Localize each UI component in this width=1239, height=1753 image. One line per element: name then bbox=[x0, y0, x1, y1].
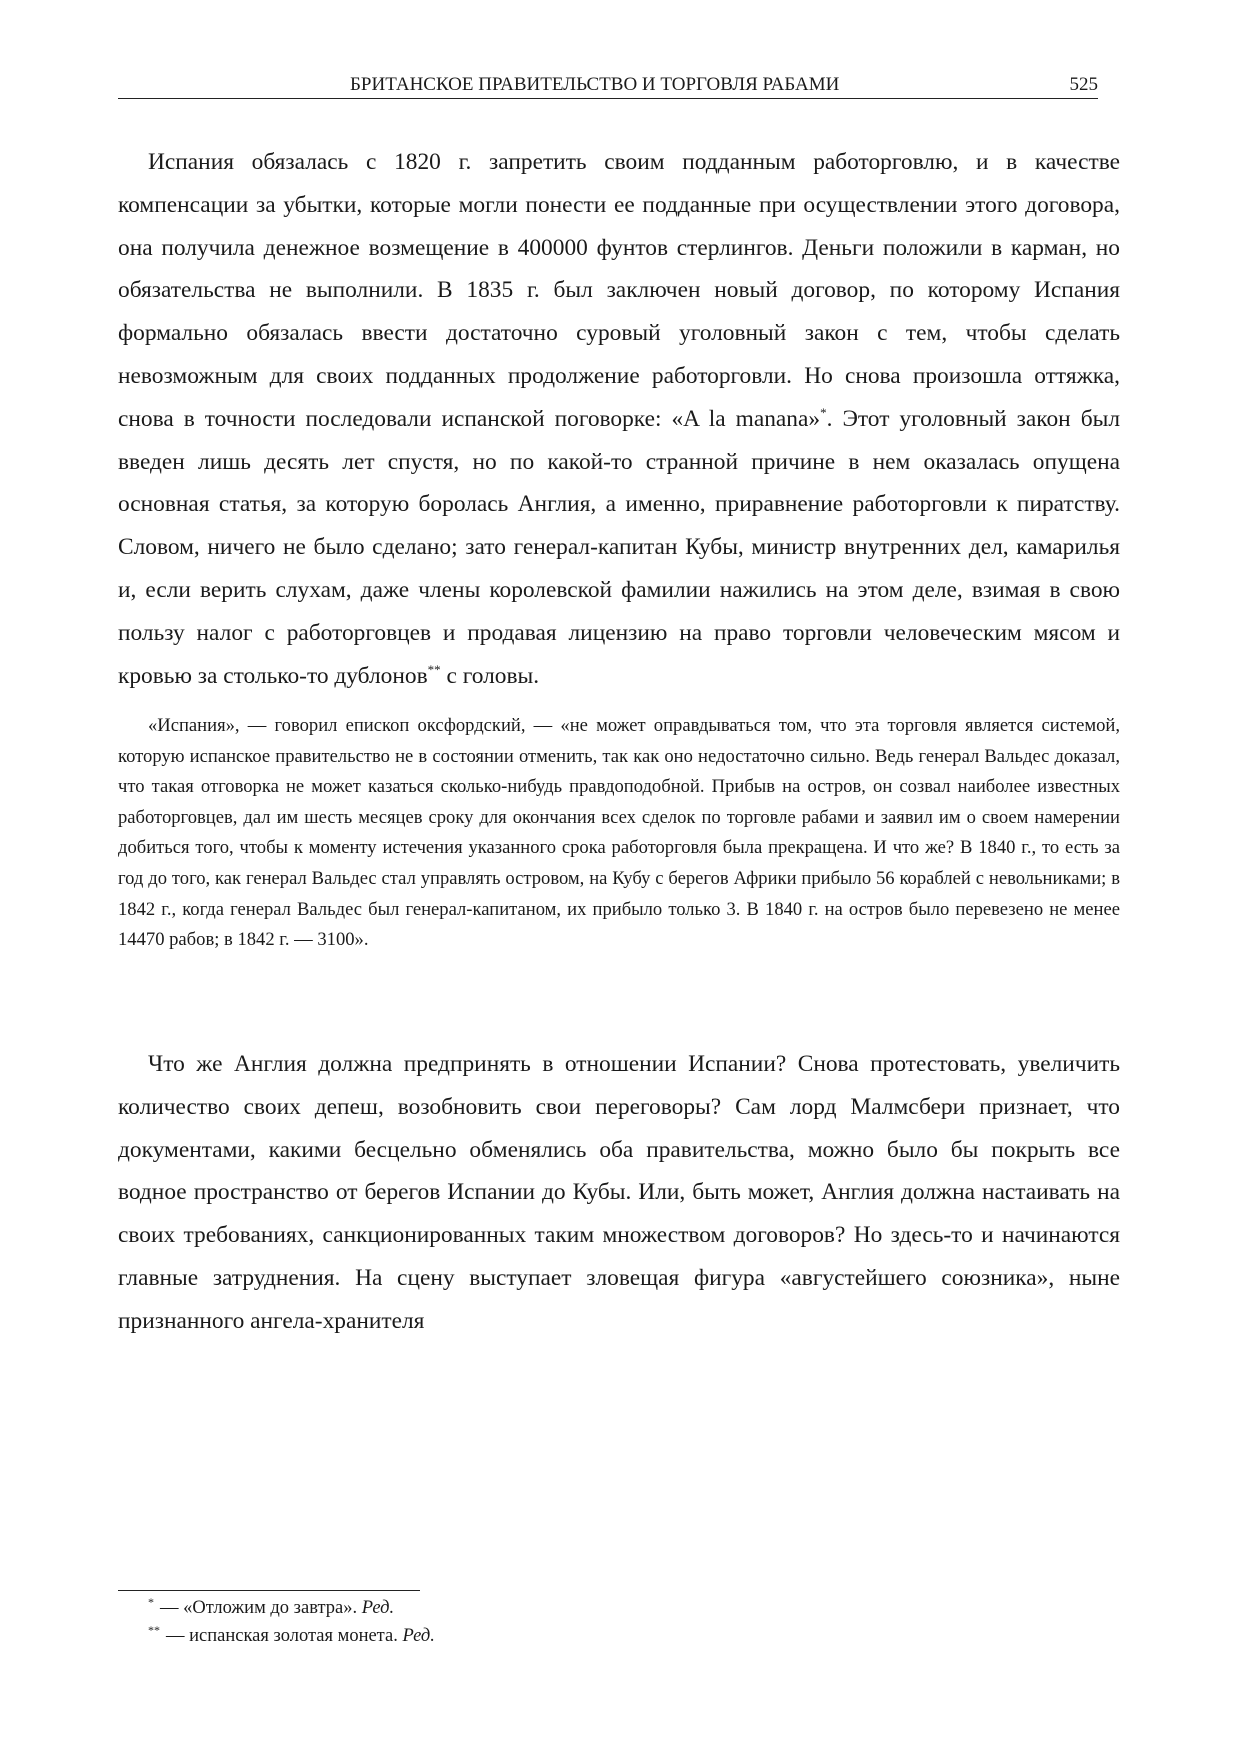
paragraph-1 bbox=[118, 141, 1120, 697]
body-text-top bbox=[118, 141, 1120, 697]
footnote-ref-2[interactable]: ** bbox=[427, 661, 441, 677]
footnote-2-mark: ** bbox=[148, 1622, 160, 1637]
paragraph-1-text-c: с головы. bbox=[440, 662, 540, 689]
page-number: 525 bbox=[1069, 74, 1098, 95]
footnote-1-editor-note: Ред. bbox=[361, 1598, 395, 1618]
footnote-1-text: — «Отложим до завтра». bbox=[160, 1598, 362, 1618]
footnote-2-text: — испанская золотая монета. bbox=[166, 1626, 403, 1646]
quote-text: «Испания», — говорил епископ оксфордский, — «не может оправдываться том, что эта торговля является системой, которую испанское правительство не в состоянии отменить, так как оно недостаточно сильно. Ведь генерал Вальдес доказал, что такая отговорка не может казаться сколько-нибудь правдоподобной. Прибыв на остров, он созвал наиболее известных работорговцев, дал им шесть месяцев сроку для окончания всех сделок по торговле рабами и заявил им о своем намерении добиться того, чтобы к моменту истечения указанного срока работорговля была прекращена. И что же? В 1840 г., то есть за год до того, как генерал Вальдес стал управлять островом, на Кубу с берегов Африки прибыло 56 кораблей с невольниками; в 1842 г., когда генерал Вальдес был генерал-капитаном, их прибыло только 3. В 1840 г. на остров было перевезено не менее 14470 рабов; в 1842 г. — 3100». bbox=[118, 715, 1120, 951]
footnotes bbox=[148, 1594, 848, 1650]
paragraph-2: Что же Англия должна предпринять в отношении Испании? Снова протестовать, увеличить количество своих депеш, возобновить свои переговоры? Сам лорд Малмсбери признает, что документами, какими бесцельно обменялись оба правительства, можно было бы покрыть все водное пространство от берегов Испании до Кубы. Или, быть может, Англия должна настаивать на своих требованиях, санкционированных таким множеством договоров? Но здесь-то и начинаются главные затруднения. На сцену выступает зловещая фигура «августейшего союзника», ныне признанного ангела-хранителя bbox=[118, 1051, 1120, 1334]
footnote-ref-1[interactable]: * bbox=[820, 404, 827, 420]
footnote-1-mark: * bbox=[148, 1594, 154, 1609]
footnote-2-editor-note: Ред. bbox=[402, 1626, 435, 1646]
paragraph-1-text-a: Испания обязалась с 1820 г. запретить своим подданным работорговлю, и в качестве компенсации за убытки, которые могли понести ее подданные при осуществлении этого договора, она получила денежное возмещение в 400000 фунтов стерлингов. Деньги положили в карман, но обязательства не выполнили. В 1835 г. был заключен новый договор, по которому Испания формально обязалась ввести достаточно суровый уголовный закон с тем, чтобы сделать невозможным для своих подданных продолжение работорговли. Но снова произошла оттяжка, снова в точности последовали испанской поговорке: «A la manana» bbox=[118, 149, 1120, 432]
footnote-2 bbox=[148, 1622, 848, 1650]
footnote-divider bbox=[118, 1590, 420, 1591]
running-header bbox=[118, 74, 1098, 99]
running-title: БРИТАНСКОЕ ПРАВИТЕЛЬСТВО И ТОРГОВЛЯ РАБАМИ bbox=[350, 74, 840, 95]
body-text-bottom bbox=[118, 1043, 1120, 1343]
block-quote bbox=[118, 711, 1120, 956]
paragraph-1-text-b: . Этот уголовный закон был введен лишь десять лет спустя, но по какой-то странной причине в нем оказалась опущена основная статья, за которую боролась Англия, а именно, приравнение работорговли к пиратству. Словом, ничего не было сделано; зато генерал-капитан Кубы, министр внутренних дел, камарилья и, если верить слухам, даже члены королевской фамилии нажились на этом деле, взимая в свою пользу налог с работорговцев и продавая лицензию на право торговли человеческим мясом и кровью за столько-то дублонов bbox=[118, 405, 1120, 689]
footnote-1 bbox=[148, 1594, 848, 1622]
